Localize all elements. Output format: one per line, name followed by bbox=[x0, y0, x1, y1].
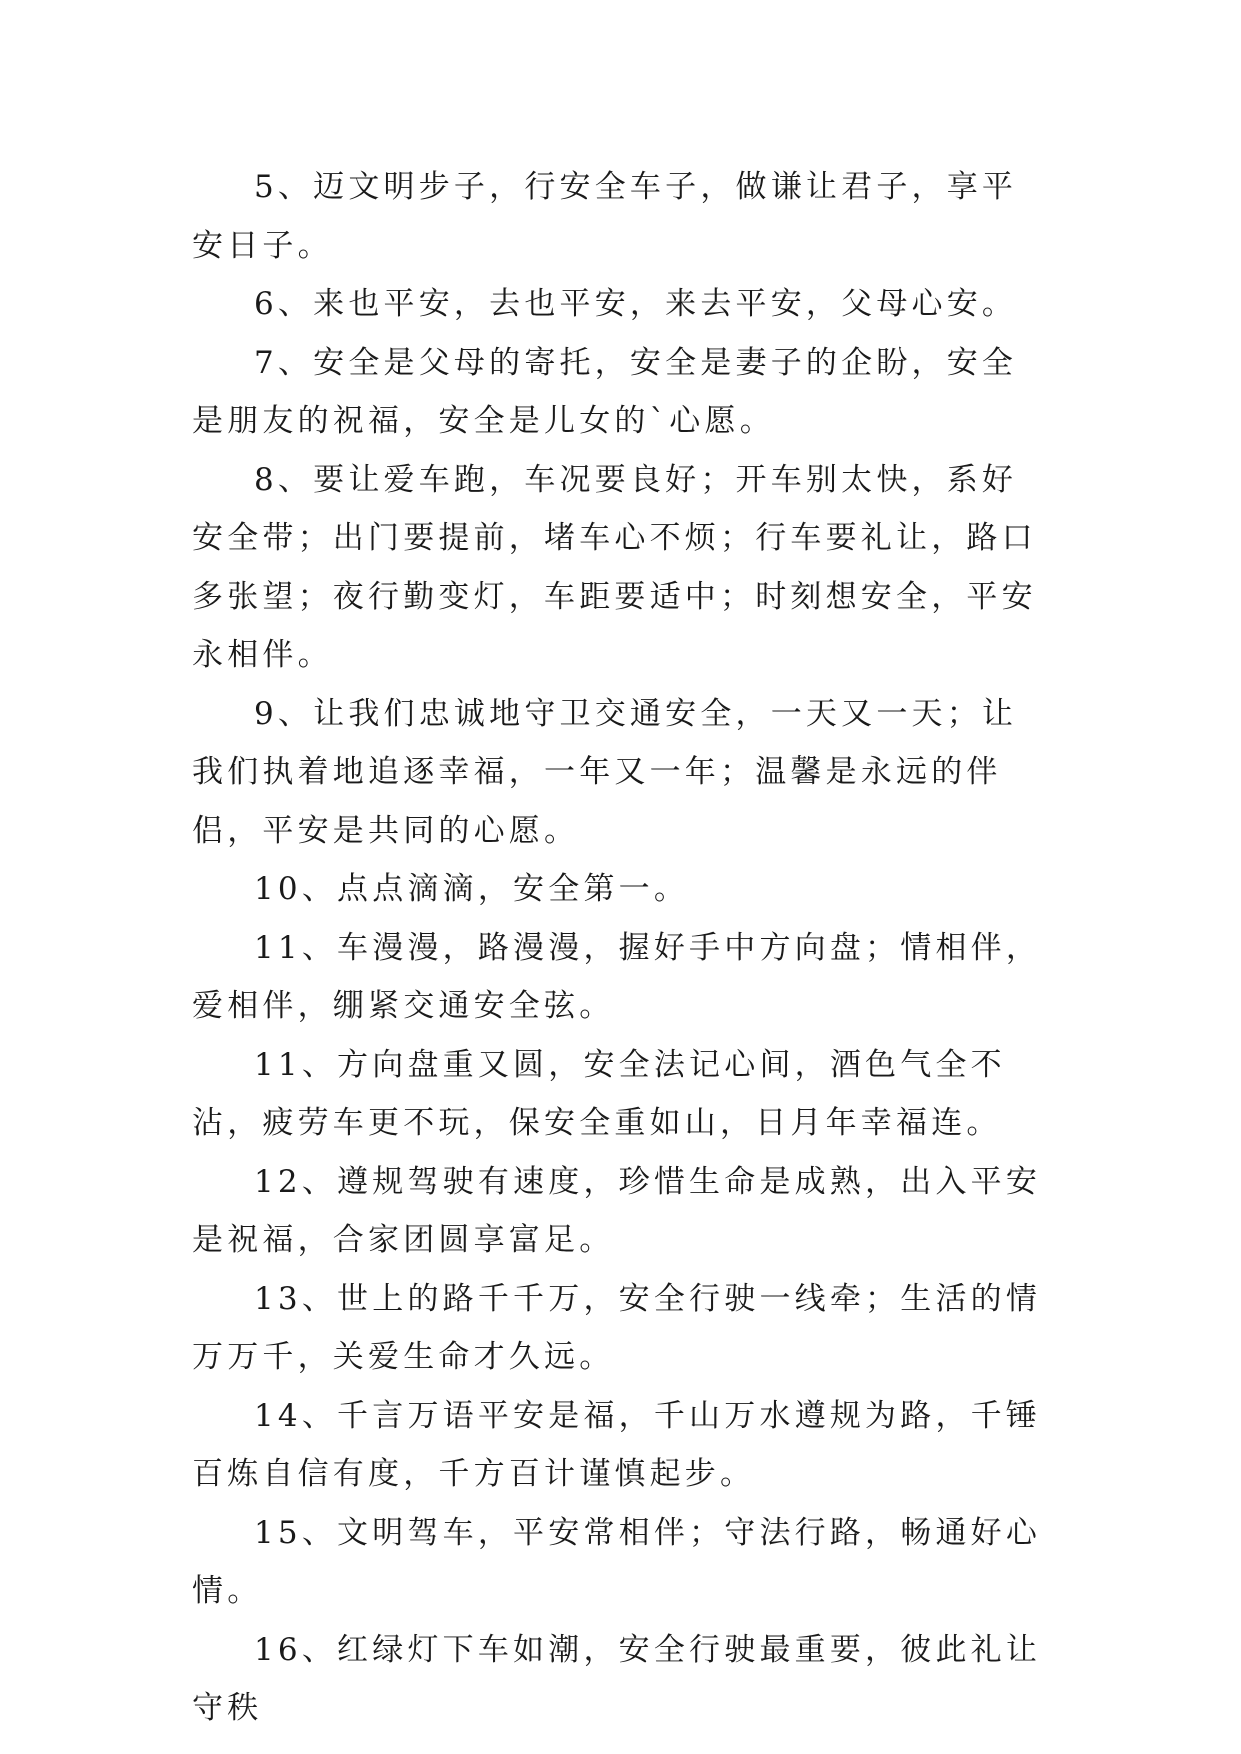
paragraph-9: 9、让我们忠诚地守卫交通安全，一天又一天；让我们执着地追逐幸福，一年又一年；温馨是永远的伴侣，平安是共同的心愿。 bbox=[192, 695, 1018, 849]
paragraph-5: 5、迈文明步子，行安全车子，做谦让君子，享平安日子。 bbox=[192, 169, 1018, 264]
document-body bbox=[192, 158, 1050, 1738]
paragraph-16: 16、红绿灯下车如潮，安全行驶最重要，彼此礼让守秩 bbox=[192, 1631, 1042, 1726]
paragraph-11a: 11、车漫漫，路漫漫，握好手中方向盘；情相伴，爱相伴，绷紧交通安全弦。 bbox=[192, 929, 1042, 1024]
paragraph-10: 10、点点滴滴，安全第一。 bbox=[254, 871, 690, 907]
paragraph-6: 6、来也平安，去也平安，来去平安，父母心安。 bbox=[254, 286, 1018, 322]
paragraph-11b: 11、方向盘重又圆，安全法记心间，酒色气全不沾，疲劳车更不玩，保安全重如山，日月年幸福连。 bbox=[192, 1046, 1006, 1141]
paragraph-15: 15、文明驾车，平安常相伴；守法行路，畅通好心情。 bbox=[192, 1514, 1042, 1609]
paragraph-8: 8、要让爱车跑，车况要良好；开车别太快，系好安全带；出门要提前，堵车心不烦；行车要礼让，路口多张望；夜行勤变灯，车距要适中；时刻想安全，平安永相伴。 bbox=[192, 461, 1037, 673]
paragraph-12: 12、遵规驾驶有速度，珍惜生命是成熟，出入平安是祝福，合家团圆享富足。 bbox=[192, 1163, 1042, 1258]
paragraph-7: 7、安全是父母的寄托，安全是妻子的企盼，安全是朋友的祝福，安全是儿女的`心愿。 bbox=[192, 344, 1018, 439]
paragraph-14: 14、千言万语平安是福，千山万水遵规为路，千锤百炼自信有度，千方百计谨慎起步。 bbox=[192, 1397, 1042, 1492]
paragraph-13: 13、世上的路千千万，安全行驶一线牵；生活的情万万千，关爱生命才久远。 bbox=[192, 1280, 1042, 1375]
